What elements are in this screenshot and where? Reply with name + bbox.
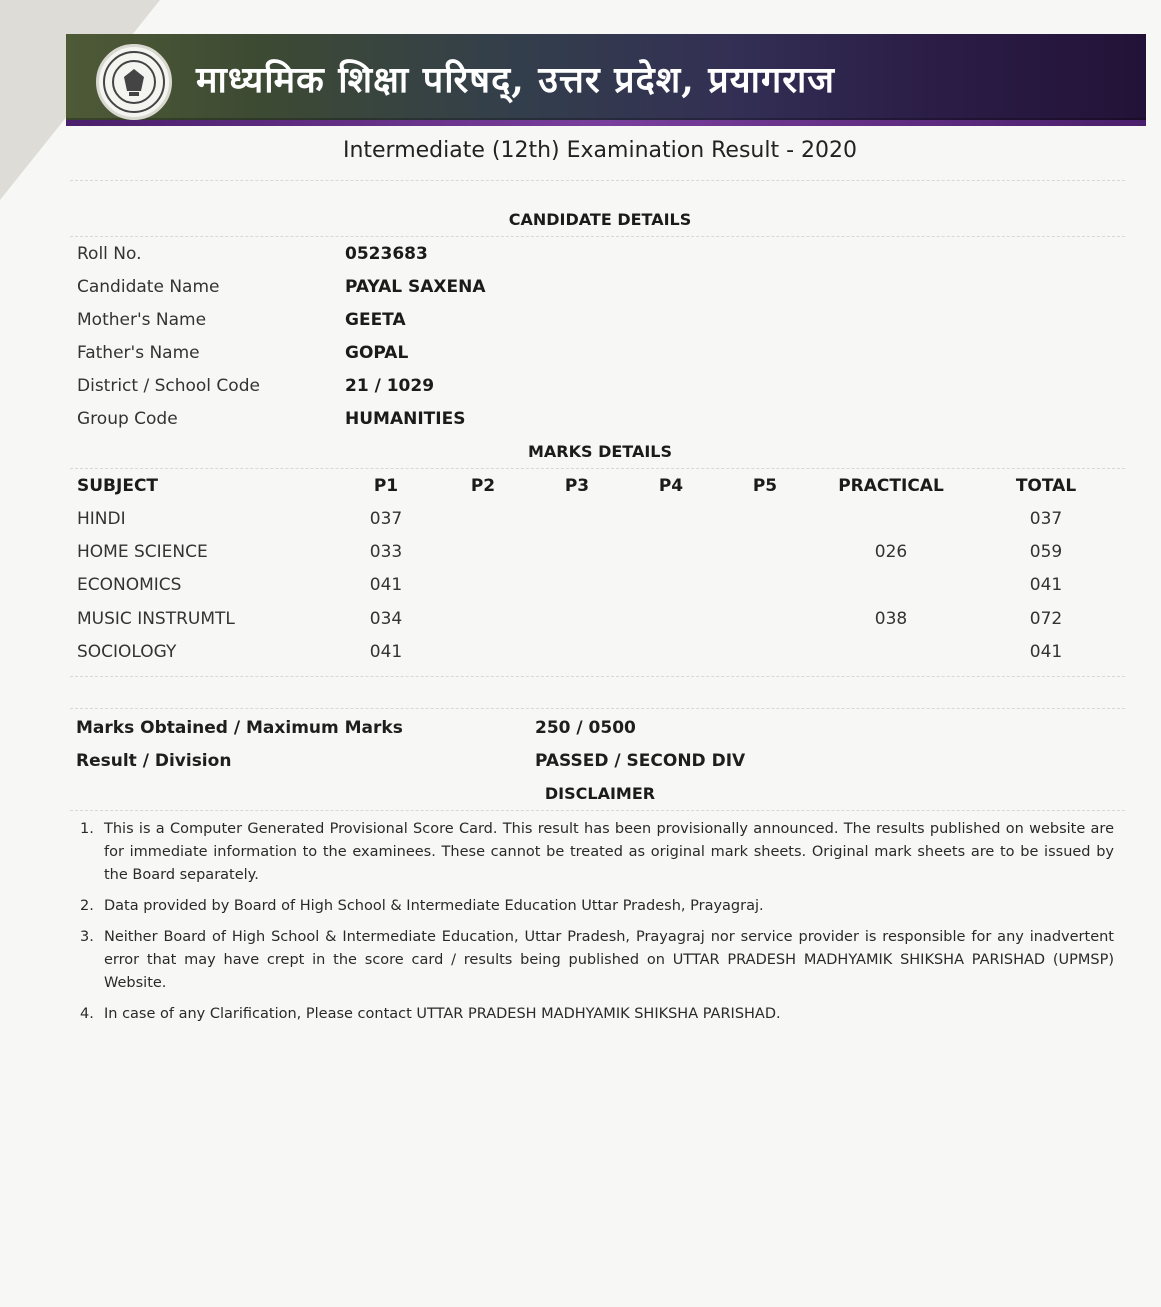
candidate-row-label: District / School Code [77,376,260,396]
upmsp-emblem-logo [96,44,172,120]
candidate-row-father-name [77,343,1127,376]
disclaimer-list [78,818,1114,1034]
disclaimer-text: In case of any Clarification, Please contact UTTAR PRADESH MADHYAMIK SHIKSHA PARISHAD. [104,1006,781,1022]
candidate-row-roll-no [77,244,1127,277]
disclaimer-text: Neither Board of High School & Intermediate Education, Uttar Pradesh, Prayagraj nor service provider is responsible for any inadvertent error that may have crept in the score card / results being published on UTTAR PRADESH MADHYAMIK SHIKSHA PARISHAD (UPMSP) Website. [104,929,1114,991]
disclaimer-text: This is a Computer Generated Provisional Score Card. This result has been provisionally announced. The results published on website are for immediate information to the examinees. These cannot be treated as original mark sheets. Original mark sheets are to be issued by the Board separately. [104,821,1114,883]
col-p2-header: P2 [470,476,496,496]
table-row [0,542,1161,575]
cell-total: 072 [1029,609,1063,629]
candidate-row-value: PAYAL SAXENA [345,277,486,297]
cell-practical: 038 [874,609,908,629]
candidate-row-group-code [77,409,1127,442]
banner-strip [66,120,1146,126]
candidate-row-label: Roll No. [77,244,142,264]
cell-subject: HINDI [77,509,126,529]
cell-total: 041 [1029,642,1063,662]
divider [70,180,1125,181]
col-p4-header: P4 [658,476,684,496]
divider [70,468,1125,469]
divider [70,810,1125,811]
list-item [78,895,1114,918]
cell-subject: MUSIC INSTRUMTL [77,609,235,629]
cell-practical: 026 [874,542,908,562]
cell-p1: 037 [369,509,403,529]
cell-p1: 033 [369,542,403,562]
marks-obtained-value: 250 / 0500 [535,718,636,738]
marks-obtained-label: Marks Obtained / Maximum Marks [76,718,403,738]
cell-total: 059 [1029,542,1063,562]
list-item [78,1003,1114,1026]
table-row [0,575,1161,608]
divider [70,708,1125,709]
disclaimer-heading: DISCLAIMER [544,784,656,803]
col-p3-header: P3 [564,476,590,496]
emblem-icon [99,47,169,117]
candidate-row-value: GEETA [345,310,406,330]
exam-title: Intermediate (12th) Examination Result - 2020 [342,138,858,163]
marks-details-heading: MARKS DETAILS [527,442,673,461]
candidate-row-label: Father's Name [77,343,200,363]
candidate-row-mother-name [77,310,1127,343]
disclaimer-text: Data provided by Board of High School & Intermediate Education Uttar Pradesh, Prayagraj. [104,898,764,914]
table-row [0,609,1161,642]
divider [70,236,1125,237]
table-row [0,642,1161,675]
marks-obtained-row [76,718,1126,751]
candidate-row-value: HUMANITIES [345,409,466,429]
candidate-row-value: GOPAL [345,343,409,363]
candidate-row-label: Mother's Name [77,310,207,330]
cell-subject: SOCIOLOGY [77,642,177,662]
disclaimer-number: 2. [80,898,94,914]
disclaimer-number: 3. [80,929,94,945]
candidate-row-label: Group Code [77,409,178,429]
board-name-title: माध्यमिक शिक्षा परिषद्, उत्तर प्रदेश, प्रयागराज [196,59,835,101]
col-subject-header: SUBJECT [77,476,159,496]
cell-subject: ECONOMICS [77,575,182,595]
disclaimer-number: 4. [80,1006,94,1022]
cell-total: 041 [1029,575,1063,595]
candidate-row-name [77,277,1127,310]
candidate-row-value: 21 / 1029 [345,376,435,396]
result-division-label: Result / Division [76,751,232,771]
cell-p1: 041 [369,642,403,662]
marks-table-header [0,476,1161,509]
cell-total: 037 [1029,509,1063,529]
table-row [0,509,1161,542]
result-division-value: PASSED / SECOND DIV [535,751,746,771]
col-practical-header: PRACTICAL [838,476,944,496]
candidate-row-value: 0523683 [345,244,428,264]
result-division-row [76,751,1126,784]
cell-subject: HOME SCIENCE [77,542,208,562]
list-item [78,926,1114,995]
cell-p1: 034 [369,609,403,629]
divider [70,676,1125,677]
list-item [78,818,1114,887]
candidate-row-label: Candidate Name [77,277,220,297]
col-p1-header: P1 [373,476,399,496]
disclaimer-number: 1. [80,821,94,837]
col-total-header: TOTAL [1015,476,1077,496]
cell-p1: 041 [369,575,403,595]
candidate-details-heading: CANDIDATE DETAILS [508,210,692,229]
candidate-row-district-school [77,376,1127,409]
col-p5-header: P5 [752,476,778,496]
